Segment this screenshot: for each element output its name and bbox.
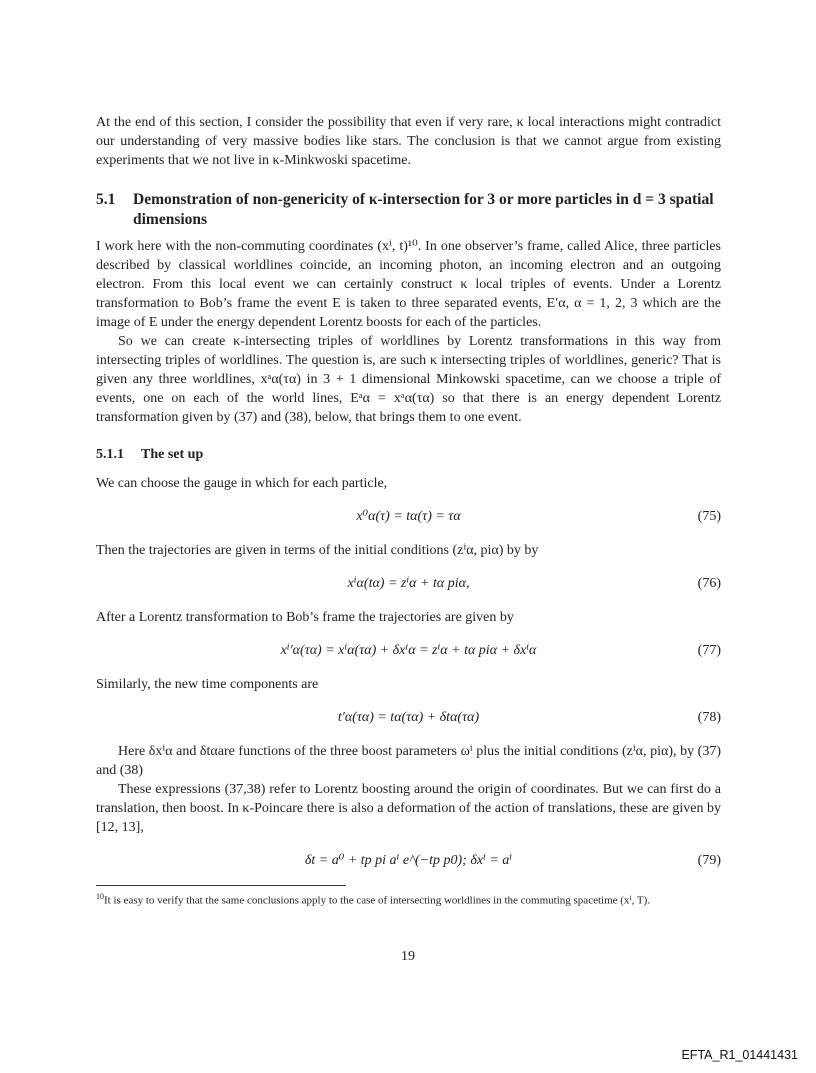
equation-77: [96, 639, 721, 663]
page-body: [96, 113, 721, 909]
footnote-rule: [96, 885, 346, 886]
equation-number: (79): [697, 853, 721, 868]
text-after-lorentz: After a Lorentz transformation to Bob’s frame the trajectories are given by: [96, 610, 514, 625]
footnote-text: It is easy to verify that the same conclusions apply to the case of intersecting worldlines in the commuting spacetime (xⁱ, T).: [104, 894, 651, 907]
section-number: 5.1: [96, 191, 116, 208]
paragraph-setup: I work here with the non-commuting coordinates (xⁱ, t)¹⁰. In one observer’s frame, called Alice, three particles described by classical worldlines coincide, an incoming photon, an incoming electron and an outgoing electron. From this local event we can certainly construct κ local triples of events. Under a Lorentz transformation to Bob’s frame the event E is taken to three separated events, E′α, α = 1, 2, 3 which are the image of E under the energy dependent Lorentz boosts for each of the particles.: [96, 239, 721, 330]
paragraph-here: Here δxⁱα and δtαare functions of the three boost parameters ωⁱ plus the initial conditions (zⁱα, piα), by (37) and (38): [96, 744, 721, 778]
equation-body: xⁱα(tα) = zⁱα + tα piα,: [347, 576, 470, 591]
equation-number: (78): [697, 710, 721, 725]
footnote: [96, 889, 721, 909]
paragraph-translations: These expressions (37,38) refer to Lorentz boosting around the origin of coordinates. But we can first do a translation, then boost. In κ-Poincare there is also a deformation of the action of translations, these are given by [12, 13],: [96, 782, 721, 835]
section-heading: [96, 190, 721, 230]
footnote-mark: 10: [96, 892, 104, 901]
text-gauge: We can choose the gauge in which for each particle,: [96, 476, 388, 491]
equation-body: δt = a⁰ + tp pi aⁱ e^(−tp p0); δxⁱ = aⁱ: [304, 853, 513, 868]
equation-body: xⁱ′α(τα) = xⁱα(τα) + δxⁱα = zⁱα + tα piα + δxⁱα: [280, 643, 537, 658]
equation-body: t′α(τα) = tα(τα) + δtα(τα): [337, 710, 480, 725]
equation-79: [96, 849, 721, 873]
subsection-heading: [96, 445, 721, 464]
equation-78: [96, 706, 721, 730]
subsection-title: The set up: [141, 447, 204, 462]
page-number: 19: [401, 949, 415, 964]
equation-76: [96, 572, 721, 596]
equation-number: (75): [697, 509, 721, 524]
paragraph-question: So we can create κ-intersecting triples of worldlines by Lorentz transformations in this way from intersecting triples of worldlines. The question is, are such κ intersecting triples of worldlines, generic? That is given any three worldlines, xᵃα(τα) in 3 + 1 dimensional Minkowski spacetime, can we choose a triple of events, one on each of the world lines, Eᵃα = xᵃα(τα) so that there is an energy dependent Lorentz transformation given by (37) and (38), below, that brings them to one event.: [96, 334, 721, 425]
document-stamp: EFTA_R1_01441431: [681, 1048, 798, 1062]
section-title: Demonstration of non-genericity of κ-intersection for 3 or more particles in d = 3 spatial dimensions: [133, 191, 714, 228]
intro-paragraph: At the end of this section, I consider the possibility that even if very rare, κ local interactions might contradict our understanding of very massive bodies like stars. The conclusion is that we cannot argue from existing experiments that we not live in κ-Minkwoski spacetime.: [96, 115, 721, 168]
equation-75: [96, 505, 721, 529]
text-trajectories: Then the trajectories are given in terms of the initial conditions (zⁱα, piα) by by: [96, 543, 539, 558]
equation-body: x⁰α(τ) = tα(τ) = τα: [356, 509, 461, 524]
equation-number: (77): [697, 643, 721, 658]
equation-number: (76): [697, 576, 721, 591]
text-similarly: Similarly, the new time components are: [96, 677, 319, 692]
subsection-number: 5.1.1: [96, 447, 124, 462]
